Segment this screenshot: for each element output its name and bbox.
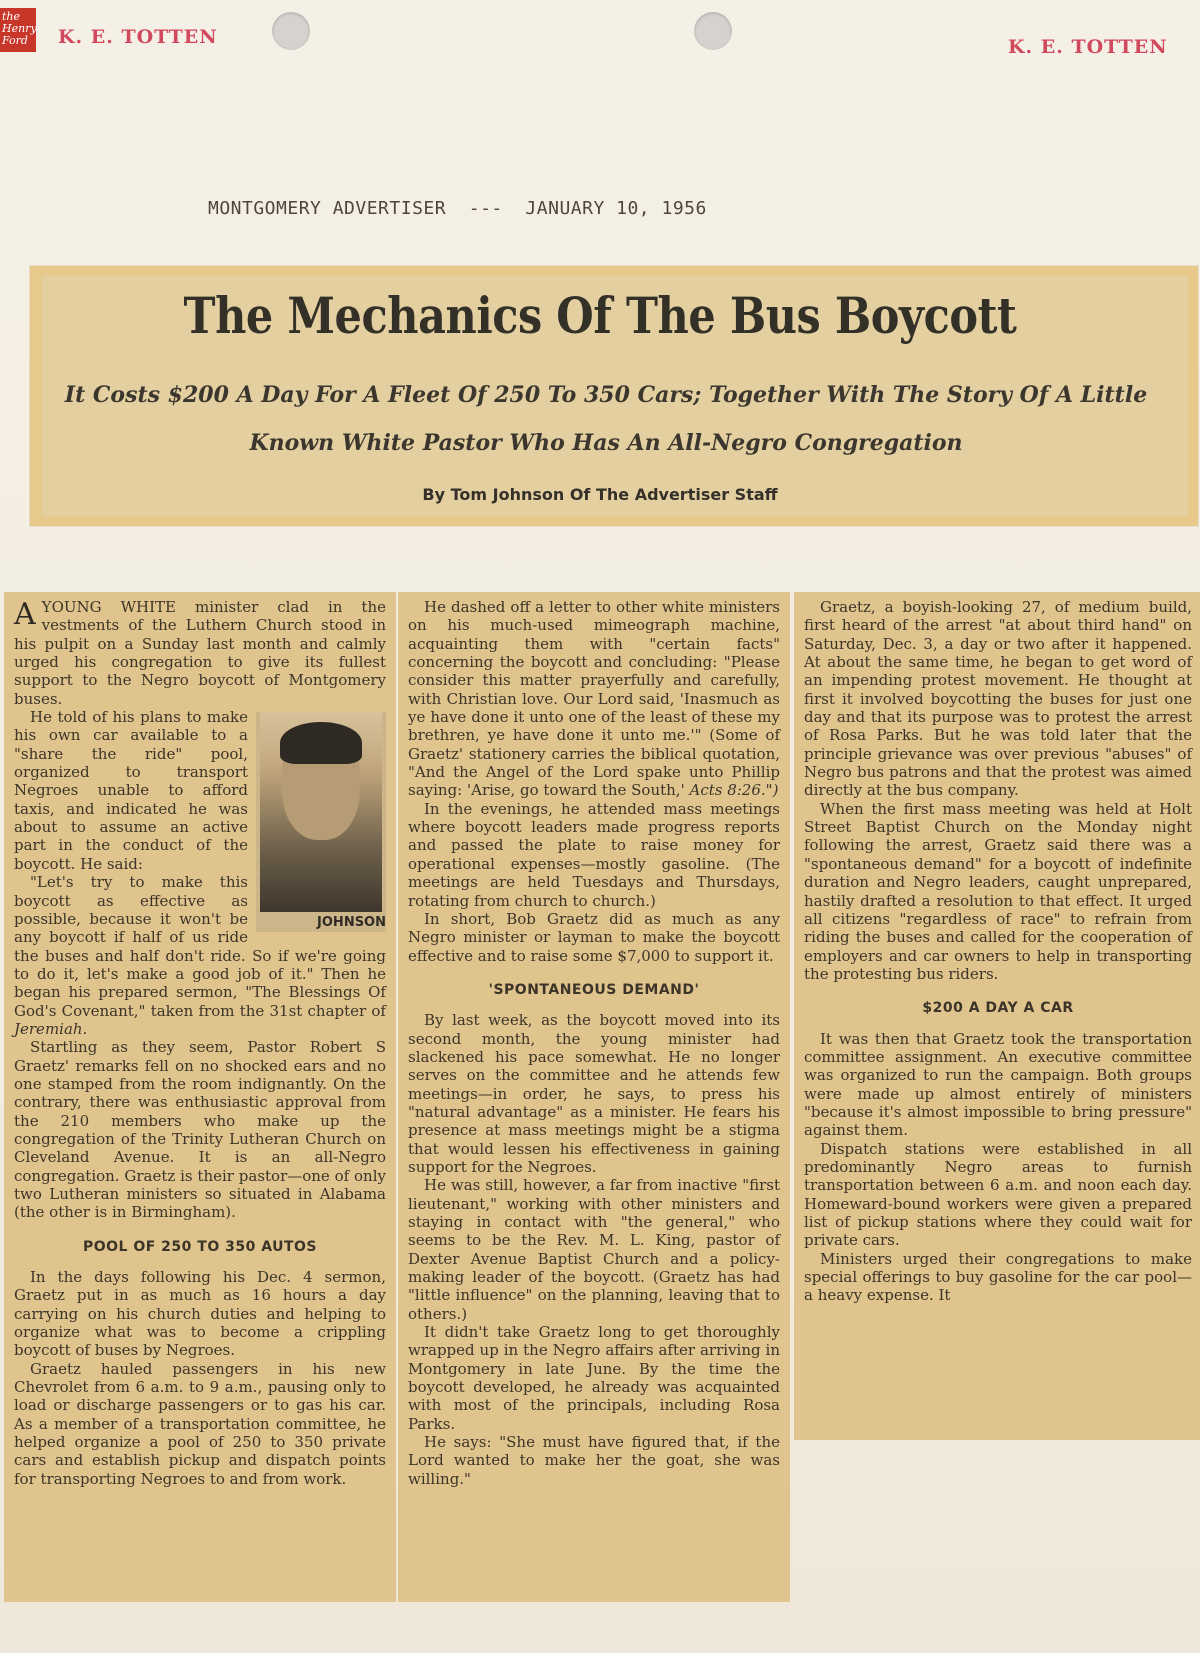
paragraph: Graetz, a boyish-looking 27, of medium build, first heard of the arrest "at about third hand" on Saturday, Dec. 3, a day or two after it happened. At about the same time, he began to get word of an impending protest movement. He thought at first it involved boycotting the buses for just one day and that its purpose was to protest the arrest of Rosa Parks. But he was told later that the principle grievance was over previous "abuses" of Negro bus patrons and that the protest was aimed directly at the bus company.: [804, 598, 1192, 800]
photo-caption: JOHNSON: [317, 914, 386, 930]
paragraph: He was still, however, a far from inactive "first lieutenant," working with other ministers and staying in contact with "the general," who seems to be the Rev. M. L. King, pastor of Dexter Avenue Baptist Church and a policy-making leader of the boycott. (Graetz has had "little influence" on the planning, leaving that to others.): [408, 1176, 780, 1323]
portrait-image: [260, 712, 382, 912]
punch-hole-right: [694, 12, 732, 50]
portrait-hair: [280, 722, 362, 764]
subhead-line-2: Known White Pastor Who Has An All-Negro Congregation: [249, 430, 963, 456]
dateline: MONTGOMERY ADVERTISER --- JANUARY 10, 1956: [208, 198, 707, 219]
paragraph: He dashed off a letter to other white ministers on his much-used mimeograph machine, acquainting them with "certain facts" concerning the boycott and concluding: "Please consider this matter prayerfully and carefully, with Christian love. Our Lord said, 'Inasmuch as ye have done it unto one of the least of these my brethren, ye have done it unto me.'" (Some of Graetz' stationery carries the biblical quotation, "And the Angel of the Lord spake unto Phillip saying: 'Arise, go toward the South,' Acts 8:26."): [408, 598, 780, 800]
paragraph: Startling as they seem, Pastor Robert S Graetz' remarks fell on no shocked ears and no one stamped from the room indignantly. On the contrary, there was enthusiastic approval from the 210 members who make up the congregation of the Trinity Lutheran Church on Cleveland Avenue. It is an all-Negro congregation. Graetz is their pastor—one of only two Lutheran ministers so situated in Alabama (the other is in Birmingham).: [14, 1038, 386, 1222]
paragraph: In the days following his Dec. 4 sermon, Graetz put in as much as 16 hours a day carrying on his church duties and helping to organize what was to become a crippling boycott of buses by Negroes.: [14, 1268, 386, 1360]
paragraph: In the evenings, he attended mass meetings where boycott leaders made progress reports and passed the plate to raise money for operational expenses—mostly gasoline. (The meetings are held Tuesdays and Thursdays, rotating from church to church.): [408, 799, 780, 910]
stamp-left: K. E. TOTTEN: [58, 26, 218, 48]
punch-hole-left: [272, 12, 310, 50]
paragraph: It didn't take Graetz long to get thoroughly wrapped up in the Negro affairs after arriving in Montgomery in late June. By the time the boycott developed, he already was acquainted with most of the principals, including Rosa Parks.: [408, 1323, 780, 1433]
paragraph: He says: "She must have figured that, if the Lord wanted to make her the goat, she was willing.": [408, 1433, 780, 1488]
byline: By Tom Johnson Of The Advertiser Staff: [422, 485, 778, 504]
stamp-right: K. E. TOTTEN: [1008, 36, 1168, 58]
section-subtitle: $200 A DAY A CAR: [922, 1000, 1074, 1017]
paragraph: He told of his plans to make his own car available to a "share the ride" pool, organized to transport Negroes unable to afford taxis, and indicated he was about to assume an active part in the conduct of the boycott. He said:: [14, 708, 248, 873]
author-photo: [256, 712, 386, 932]
article-column-2: [398, 592, 790, 1602]
paragraph: When the first mass meeting was held at Holt Street Baptist Church on the Monday night following the arrest, Graetz said there was a "spontaneous demand" for a boycott of indefinite duration and Negro leaders, caught unprepared, hastily drafted a resolution to that effect. It urged all citizens "regardless of race" to refrain from riding the buses and called for the cooperation of employers and car owners to help in transporting the protesting bus riders.: [804, 799, 1192, 983]
paragraph: By last week, as the boycott moved into its second month, the young minister had slackened his pace somewhat. He no longer serves on the committee and he attends few meetings—in order, he says, to press his "natural advantage" as a minister. He fears his presence at mass meetings might be a stigma that would lessen his effectiveness in gaining support for the Negroes.: [408, 1011, 780, 1176]
paragraph: Graetz hauled passengers in his new Chevrolet from 6 a.m. to 9 a.m., pausing only to load or discharge passengers or to gas his car. As a member of a transportation committee, he helped organize a pool of 250 to 350 private cars and establish pickup and dispatch points for transporting Negroes to and from work.: [14, 1359, 386, 1488]
drop-cap: A: [14, 597, 36, 632]
paragraph: "Let's try to make this boycott as effective as possible, because it won't be any boycott if half of us ride the buses and half don't ride. So if we're going to do it, let's make a good job of it." Then he began his prepared sermon, "The Blessings Of God's Covenant," taken from the 31st chapter of Jeremiah.: [14, 873, 386, 1038]
henry-ford-logo: the Henry Ford: [0, 8, 36, 52]
paragraph: Ministers urged their congregations to make special offerings to buy gasoline for the car pool—a heavy expense. It: [804, 1249, 1192, 1305]
section-subtitle: POOL OF 250 TO 350 AUTOS: [82, 1238, 318, 1255]
section-subtitle: 'SPONTANEOUS DEMAND': [488, 981, 700, 998]
paragraph: Dispatch stations were established in all predominantly Negro areas to furnish transportation between 6 a.m. and noon each day. Homeward-bound workers were given a prepared list of pickup stations where they could wait for private cars.: [804, 1139, 1192, 1250]
paragraph: In short, Bob Graetz did as much as any Negro minister or layman to make the boycott effective and to raise some $7,000 to support it.: [408, 909, 780, 965]
paragraph: It was then that Graetz took the transportation committee assignment. An executive committee was organized to run the campaign. Both groups were made up almost entirely of ministers "because it's almost impossible to bring pressure" against them.: [804, 1029, 1192, 1140]
article-column-1: [4, 592, 396, 1602]
article-column-3: [794, 592, 1200, 1440]
subhead-line-1: It Costs $200 A Day For A Fleet Of 250 To 350 Cars; Together With The Story Of A Little: [64, 382, 1148, 408]
headline: The Mechanics Of The Bus Boycott: [183, 286, 1017, 345]
paragraph: AYOUNG WHITE minister clad in the vestments of the Luthern Church stood in his pulpit on a Sunday last month and calmly urged his congregation to give its fullest support to the Negro boycott of Montgomery buses.: [14, 597, 386, 708]
